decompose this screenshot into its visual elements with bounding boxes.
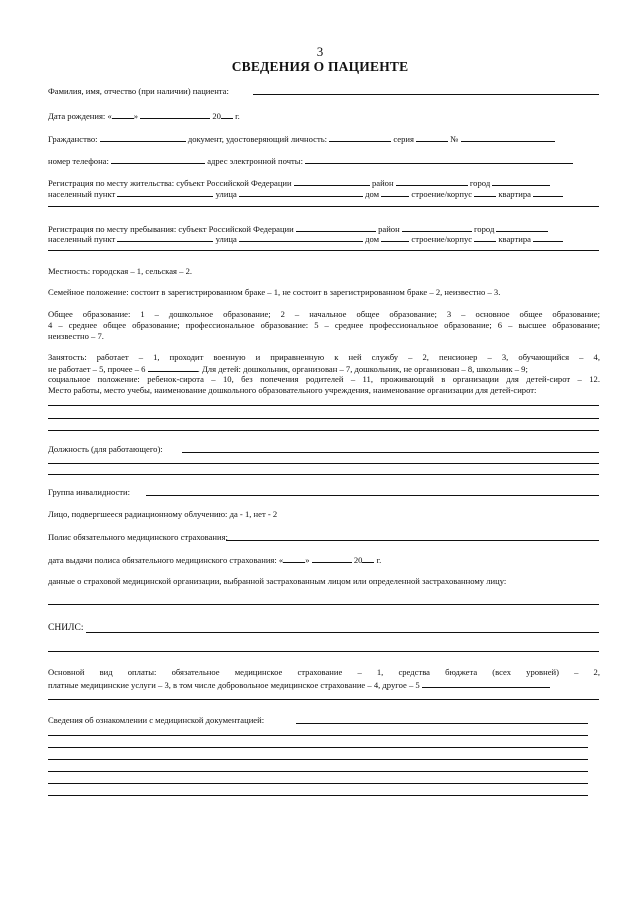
- residence-reg-row1: [48, 177, 550, 188]
- stay-reg-row2: [48, 233, 563, 244]
- oms-date-label: дата выдачи полиса обязательного медицинского страхования: «: [48, 555, 284, 565]
- full-name-label: Фамилия, имя, отчество (при наличии) пациента:: [48, 86, 229, 96]
- id-document-field[interactable]: [329, 133, 391, 142]
- series-label: серия: [393, 134, 414, 144]
- oms-date-century: 20: [353, 555, 363, 565]
- birth-date-row: [48, 110, 240, 121]
- birth-day-field[interactable]: [112, 110, 134, 119]
- oms-policy-field[interactable]: [226, 540, 599, 541]
- residence-house-label: дом: [365, 189, 380, 199]
- stay-building-field[interactable]: [474, 233, 496, 242]
- citizenship-field[interactable]: [100, 133, 186, 142]
- residence-apartment-label: квартира: [498, 189, 531, 199]
- employment-line-1: Занятость: работает – 1, проходит военную и приравненную к ней службу – 2, пенсионер – 3, обучающийся – 4,: [48, 352, 600, 362]
- disability-field[interactable]: [146, 495, 599, 496]
- stay-building-label: строение/корпус: [411, 234, 473, 244]
- stay-street-field[interactable]: [239, 233, 363, 242]
- education-line-3: неизвестно – 7.: [48, 331, 104, 341]
- payment-other-field[interactable]: [422, 679, 550, 688]
- email-label: адрес электронной почты:: [207, 156, 303, 166]
- document-number-field[interactable]: [461, 133, 555, 142]
- marital-status-text: Семейное положение: состоит в зарегистрированном браке – 1, не состоит в зарегистрированном браке – 2, неизвестно – 3.: [48, 287, 501, 297]
- citizenship-label: Гражданство:: [48, 134, 98, 144]
- acquaint-line-5[interactable]: [48, 771, 588, 772]
- payment-line-2: платные медицинские услуги – 3, в том числе добровольное медицинское страхование – 4, другое – 5: [48, 680, 420, 690]
- residence-street-label: улица: [215, 189, 237, 199]
- series-field[interactable]: [416, 133, 448, 142]
- insurer-field[interactable]: [48, 604, 599, 605]
- acquaint-line-3[interactable]: [48, 747, 588, 748]
- employment-other-field[interactable]: [148, 363, 198, 372]
- residence-building-field[interactable]: [474, 188, 496, 197]
- acquaint-line-2[interactable]: [48, 735, 588, 736]
- number-label: №: [450, 134, 459, 144]
- radiation-text: Лицо, подвергшееся радиационному облучению: да - 1, нет - 2: [48, 509, 278, 519]
- residence-house-field[interactable]: [381, 188, 409, 197]
- oms-date-suffix: г.: [376, 555, 382, 565]
- residence-reg-label: Регистрация по месту жительства: субъект Российской Федерации: [48, 178, 292, 188]
- residence-settlement-field[interactable]: [117, 188, 213, 197]
- residence-city-field[interactable]: [492, 177, 550, 186]
- oms-month-field[interactable]: [312, 554, 352, 563]
- insurer-label: данные о страховой медицинской организации, выбранной застрахованным лицом или определенной застрахованному лицу:: [48, 576, 507, 586]
- acquaint-line-4[interactable]: [48, 759, 588, 760]
- full-name-field[interactable]: [253, 94, 599, 95]
- acquaint-line-7[interactable]: [48, 795, 588, 796]
- snils-line-2[interactable]: [48, 651, 599, 652]
- birth-year-field[interactable]: [221, 110, 233, 119]
- residence-building-label: строение/корпус: [411, 189, 473, 199]
- page-title: СВЕДЕНИЯ О ПАЦИЕНТЕ: [231, 59, 409, 74]
- residence-settlement-label: населенный пункт: [48, 189, 116, 199]
- stay-reg-label: Регистрация по месту пребывания: субъект Российской Федерации: [48, 224, 294, 234]
- birth-date-century: 20: [212, 111, 221, 121]
- stay-apartment-field[interactable]: [533, 233, 563, 242]
- acquaint-field[interactable]: [296, 723, 588, 724]
- birth-date-close-quote: »: [133, 111, 139, 121]
- snils-label: СНИЛС:: [48, 623, 84, 633]
- email-field[interactable]: [305, 155, 573, 164]
- oms-year-field[interactable]: [362, 554, 374, 563]
- contacts-row: [48, 155, 573, 166]
- disability-label: Группа инвалидности:: [48, 487, 131, 497]
- residence-apartment-field[interactable]: [533, 188, 563, 197]
- payment-extra-line[interactable]: [48, 699, 599, 700]
- payment-line-2-row: [48, 679, 550, 690]
- education-line-2: 4 – среднее общее образование; профессиональное образование: 5 – среднее профессиональное образование; 6 – высшее образование;: [48, 320, 600, 330]
- birth-date-label: Дата рождения: «: [48, 111, 112, 121]
- stay-street-label: улица: [215, 234, 237, 244]
- residence-district-field[interactable]: [396, 177, 468, 186]
- id-document-label: документ, удостоверяющий личность:: [187, 134, 328, 144]
- workplace-line-3[interactable]: [48, 430, 599, 431]
- phone-field[interactable]: [111, 155, 205, 164]
- oms-day-field[interactable]: [283, 554, 305, 563]
- acquaint-line-6[interactable]: [48, 783, 588, 784]
- position-field[interactable]: [182, 452, 599, 453]
- employment-children-text: . Для детей: дошкольник, организован – 7, дошкольник, не организован – 8, школьник – 9;: [197, 364, 528, 374]
- residence-street-field[interactable]: [239, 188, 363, 197]
- phone-label: номер телефона:: [48, 156, 109, 166]
- citizenship-row: [48, 133, 555, 144]
- employment-line-3: социальное положение: ребенок-сирота – 10, без попечения родителей – 11, проживающий в организации для детей-сирот – 12.: [48, 374, 600, 384]
- education-line-1: Общее образование: 1 – дошкольное образование; 2 – начальное общее образование; 3 – основное общее образование;: [48, 309, 600, 319]
- stay-city-label: город: [474, 224, 495, 234]
- residence-district-label: район: [371, 178, 394, 188]
- stay-settlement-field[interactable]: [117, 233, 213, 242]
- birth-month-field[interactable]: [140, 110, 210, 119]
- position-line-3[interactable]: [48, 474, 599, 475]
- stay-house-label: дом: [365, 234, 380, 244]
- residence-reg-row2: [48, 188, 563, 199]
- stay-city-field[interactable]: [496, 223, 548, 232]
- stay-house-field[interactable]: [381, 233, 409, 242]
- birth-date-suffix: г.: [235, 111, 240, 121]
- employment-other-label: не работает – 5, прочее – 6: [48, 364, 146, 374]
- locality-text: Местность: городская – 1, сельская – 2.: [48, 266, 193, 276]
- residence-city-label: город: [469, 178, 491, 188]
- snils-field[interactable]: [86, 632, 599, 633]
- workplace-line-2[interactable]: [48, 418, 599, 419]
- residence-extra-line[interactable]: [48, 206, 599, 207]
- workplace-line-1[interactable]: [48, 405, 599, 406]
- acquaint-label: Сведения об ознакомлении с медицинской документацией:: [48, 715, 265, 725]
- page-number: 3: [316, 44, 324, 59]
- stay-settlement-label: населенный пункт: [48, 234, 116, 244]
- employment-line-2: [48, 363, 528, 374]
- oms-policy-label: Полис обязательного медицинского страхования:: [48, 532, 228, 542]
- stay-extra-line[interactable]: [48, 250, 599, 251]
- stay-apartment-label: квартира: [498, 234, 531, 244]
- payment-line-1: Основной вид оплаты: обязательное медицинское страхование – 1, средства бюджета (всех уровней) – 2,: [48, 667, 600, 677]
- stay-district-label: район: [378, 224, 400, 234]
- position-label: Должность (для работающего):: [48, 444, 163, 454]
- stay-district-field[interactable]: [402, 223, 472, 232]
- workplace-label: Место работы, место учебы, наименование дошкольного образовательного учреждения, наименование организации для детей-сирот:: [48, 385, 537, 395]
- stay-region-field[interactable]: [296, 223, 376, 232]
- residence-region-field[interactable]: [294, 177, 370, 186]
- position-line-2[interactable]: [48, 463, 599, 464]
- oms-date-row: [48, 554, 381, 565]
- oms-date-close-quote: »: [305, 555, 310, 565]
